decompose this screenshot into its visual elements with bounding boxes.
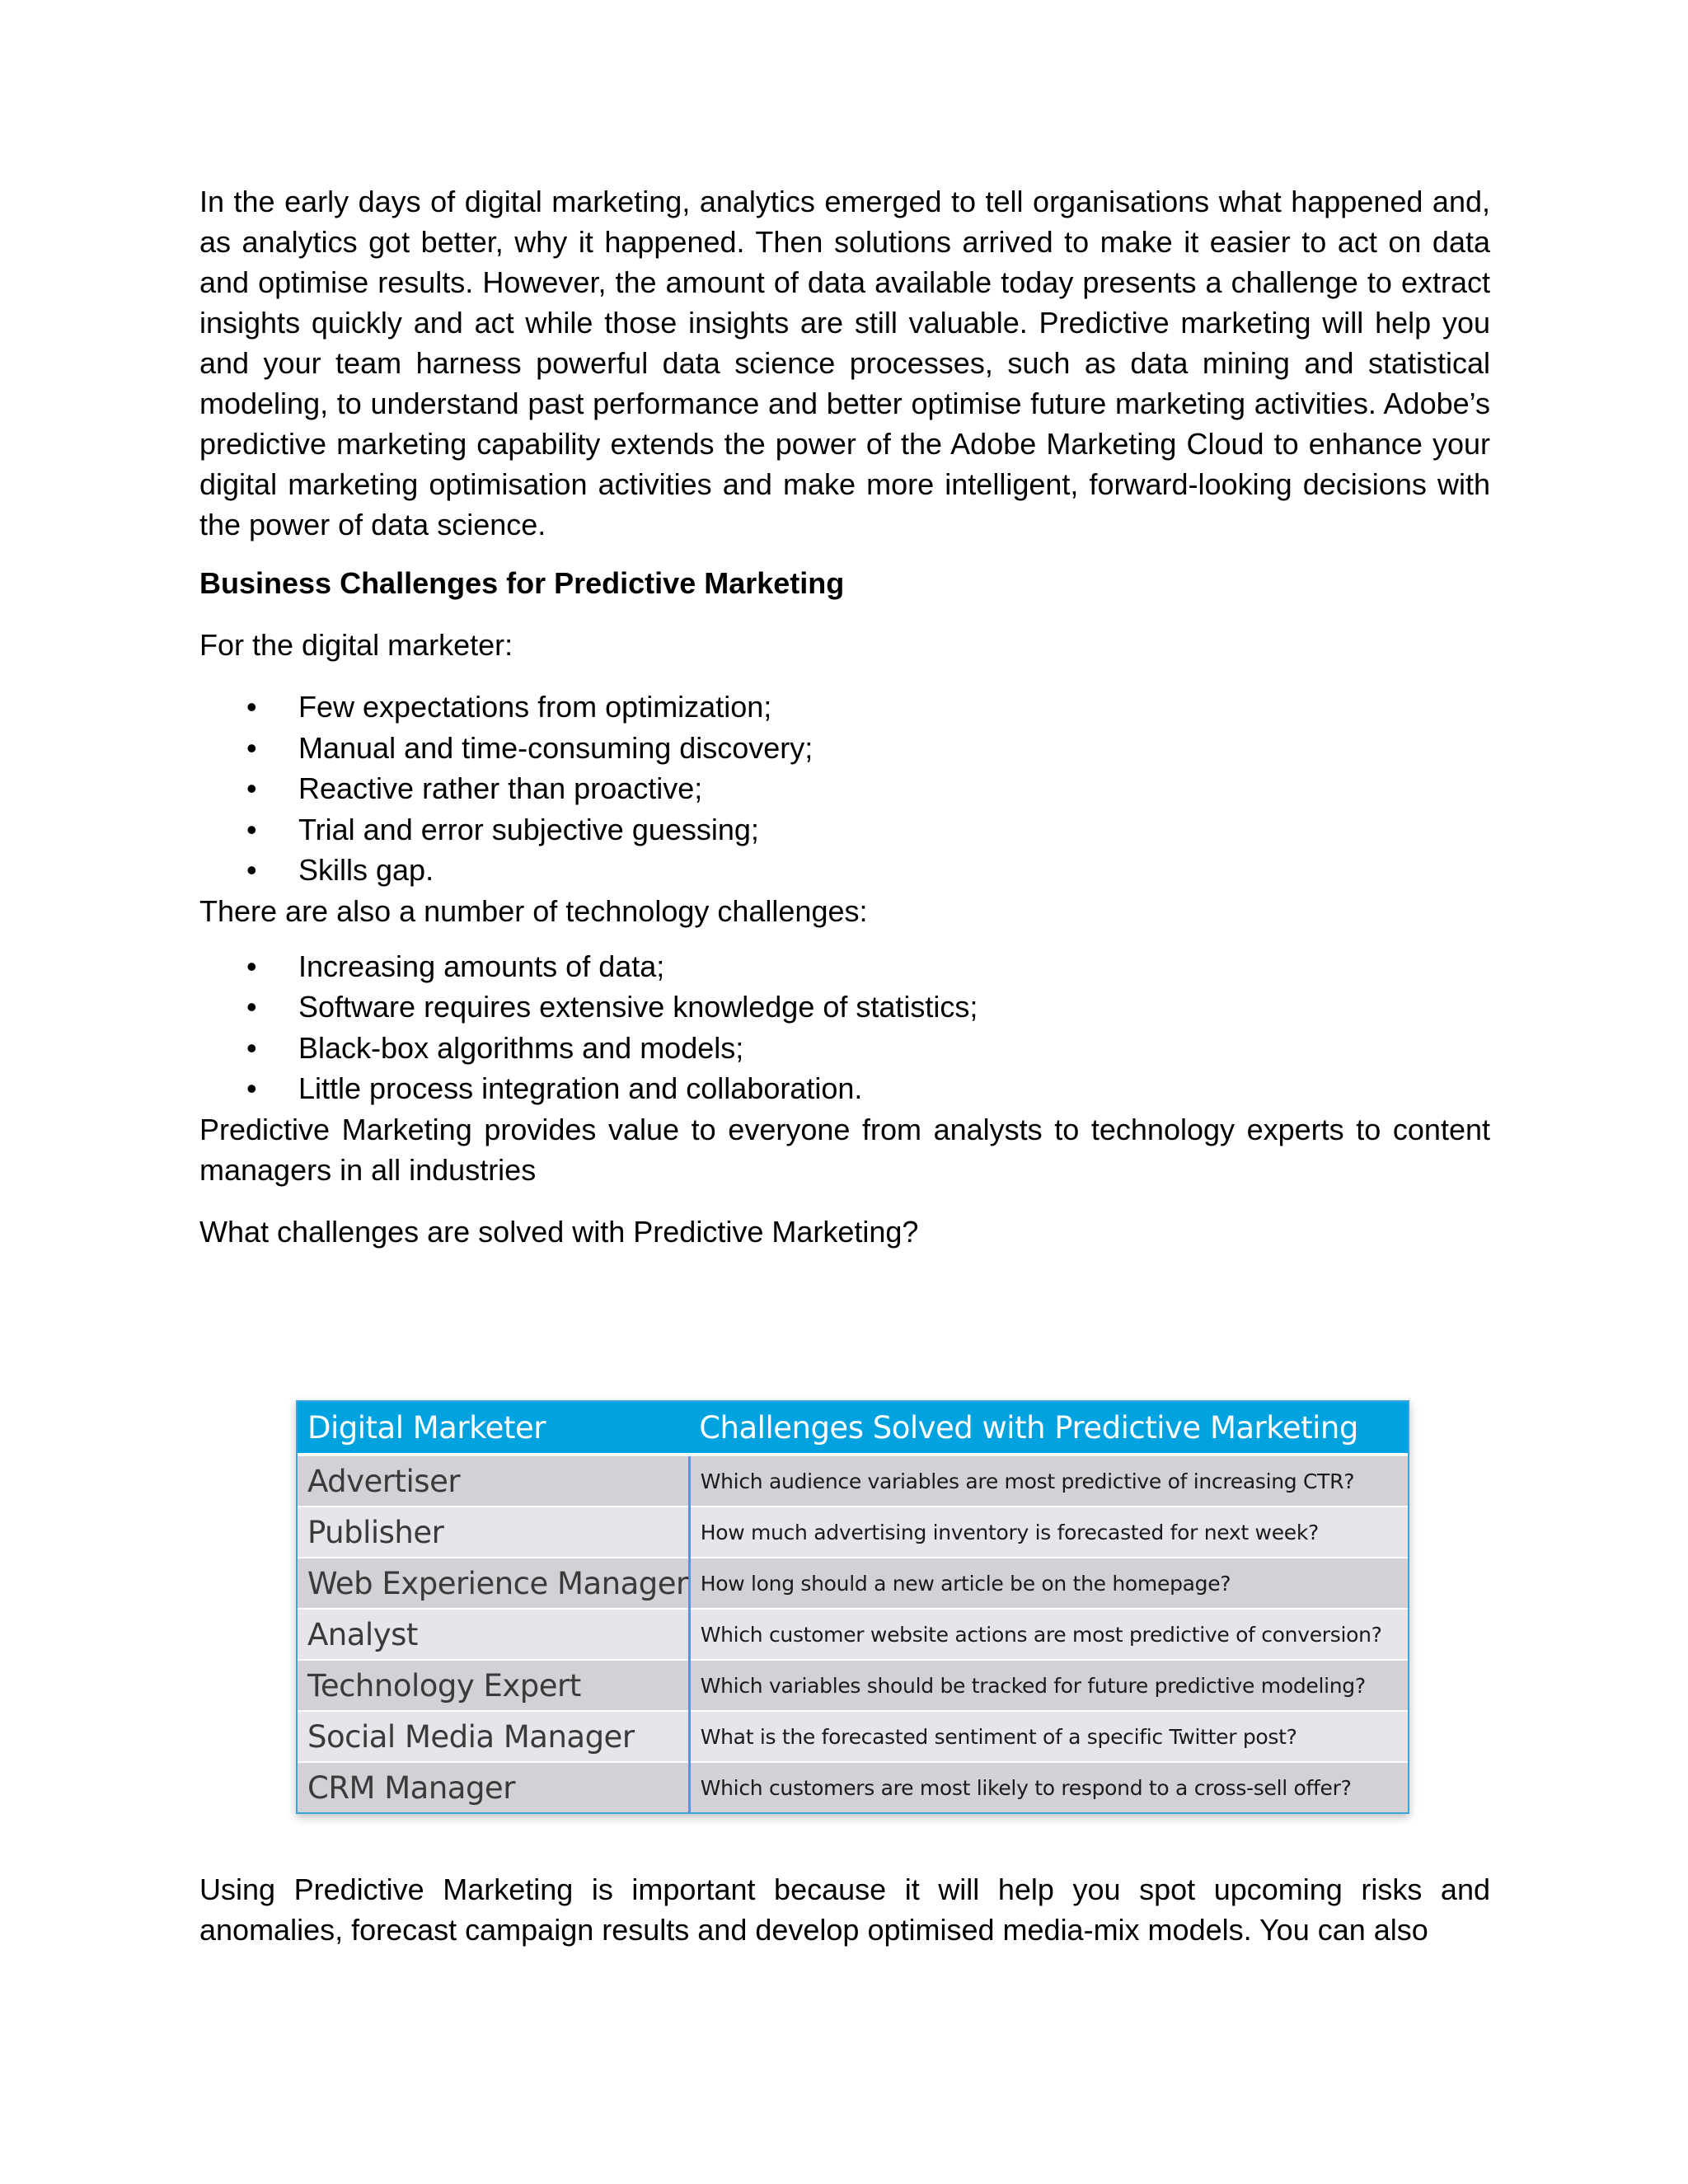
bullet-icon: • bbox=[246, 771, 257, 805]
list-item: • Skills gap. bbox=[199, 850, 1490, 891]
marketer-lead-text: For the digital marketer: bbox=[199, 628, 513, 662]
intro-paragraph: In the early days of digital marketing, analytics emerged to tell organisations what happened and, as analytics got better, why it happened. Then solutions arrived to make it easier to act on data and optimise results. However, the amount of data available today presents a challenge to extract insights quickly and act while those insights are still valuable. Predictive marketing will help you and your team harness powerful data science processes, such as data mining and statistical modeling, to understand past performance and better optimise future marketing activities. Adobe’s predictive marketing capability extends the power of the Adobe Marketing Cloud to enhance your digital marketing optimisation activities and make more intelligent, forward-looking decisions with the power of data science. bbox=[199, 185, 1490, 541]
list-item: • Trial and error subjective guessing; bbox=[199, 809, 1490, 851]
header-challenges-solved: Challenges Solved with Predictive Marketing bbox=[689, 1402, 1408, 1455]
bullet-icon: • bbox=[246, 1030, 257, 1065]
list-item: • Black-box algorithms and models; bbox=[199, 1028, 1490, 1069]
question-cell: Which customers are most likely to respond to a cross-sell offer? bbox=[689, 1762, 1408, 1812]
question-cell: Which customer website actions are most predictive of conversion? bbox=[689, 1609, 1408, 1660]
role-cell: Social Media Manager bbox=[298, 1711, 689, 1762]
table-row bbox=[298, 1762, 1408, 1812]
list-item: • Increasing amounts of data; bbox=[199, 946, 1490, 987]
section-heading: Business Challenges for Predictive Marketing bbox=[199, 566, 845, 600]
role-cell: Advertiser bbox=[298, 1455, 689, 1507]
question-cell: How much advertising inventory is forecasted for next week? bbox=[689, 1507, 1408, 1558]
value-paragraph: Predictive Marketing provides value to everyone from analysts to technology experts to content managers in all industries bbox=[199, 1112, 1490, 1187]
bullet-icon: • bbox=[246, 1071, 257, 1105]
bullet-icon: • bbox=[246, 949, 257, 983]
question-cell: Which variables should be tracked for future predictive modeling? bbox=[689, 1660, 1408, 1711]
tech-lead-text: There are also a number of technology challenges: bbox=[199, 893, 868, 928]
role-cell: Web Experience Manager bbox=[298, 1558, 689, 1609]
closing-paragraph: Using Predictive Marketing is important because it will help you spot upcoming risks and anomalies, forecast campaign results and develop optimised media-mix models. You can also bbox=[199, 1872, 1490, 1947]
bullet-icon: • bbox=[246, 812, 257, 846]
list-item: • Software requires extensive knowledge of statistics; bbox=[199, 987, 1490, 1028]
question-cell: Which audience variables are most predictive of increasing CTR? bbox=[689, 1455, 1408, 1507]
table-row bbox=[298, 1455, 1408, 1507]
bullet-icon: • bbox=[246, 690, 257, 724]
list-item: • Reactive rather than proactive; bbox=[199, 768, 1490, 809]
header-digital-marketer: Digital Marketer bbox=[298, 1402, 689, 1455]
bullet-icon: • bbox=[246, 853, 257, 887]
table-row bbox=[298, 1558, 1408, 1609]
challenges-table bbox=[296, 1400, 1409, 1814]
table-row bbox=[298, 1507, 1408, 1558]
table-row bbox=[298, 1660, 1408, 1711]
bullet-icon: • bbox=[246, 990, 257, 1024]
role-cell: Technology Expert bbox=[298, 1660, 689, 1711]
question-cell: How long should a new article be on the homepage? bbox=[689, 1558, 1408, 1609]
list-item: • Manual and time-consuming discovery; bbox=[199, 728, 1490, 769]
table-header-row bbox=[298, 1402, 1408, 1455]
marketer-challenges-list bbox=[199, 687, 1490, 891]
list-item: • Few expectations from optimization; bbox=[199, 687, 1490, 728]
question-paragraph: What challenges are solved with Predictive Marketing? bbox=[199, 1214, 919, 1249]
table-row bbox=[298, 1711, 1408, 1762]
role-cell: CRM Manager bbox=[298, 1762, 689, 1812]
document-body bbox=[199, 181, 1490, 1252]
list-item: • Little process integration and collaboration. bbox=[199, 1068, 1490, 1109]
role-cell: Analyst bbox=[298, 1609, 689, 1660]
question-cell: What is the forecasted sentiment of a specific Twitter post? bbox=[689, 1711, 1408, 1762]
table-row bbox=[298, 1609, 1408, 1660]
bullet-icon: • bbox=[246, 730, 257, 765]
role-cell: Publisher bbox=[298, 1507, 689, 1558]
tech-challenges-list bbox=[199, 946, 1490, 1109]
